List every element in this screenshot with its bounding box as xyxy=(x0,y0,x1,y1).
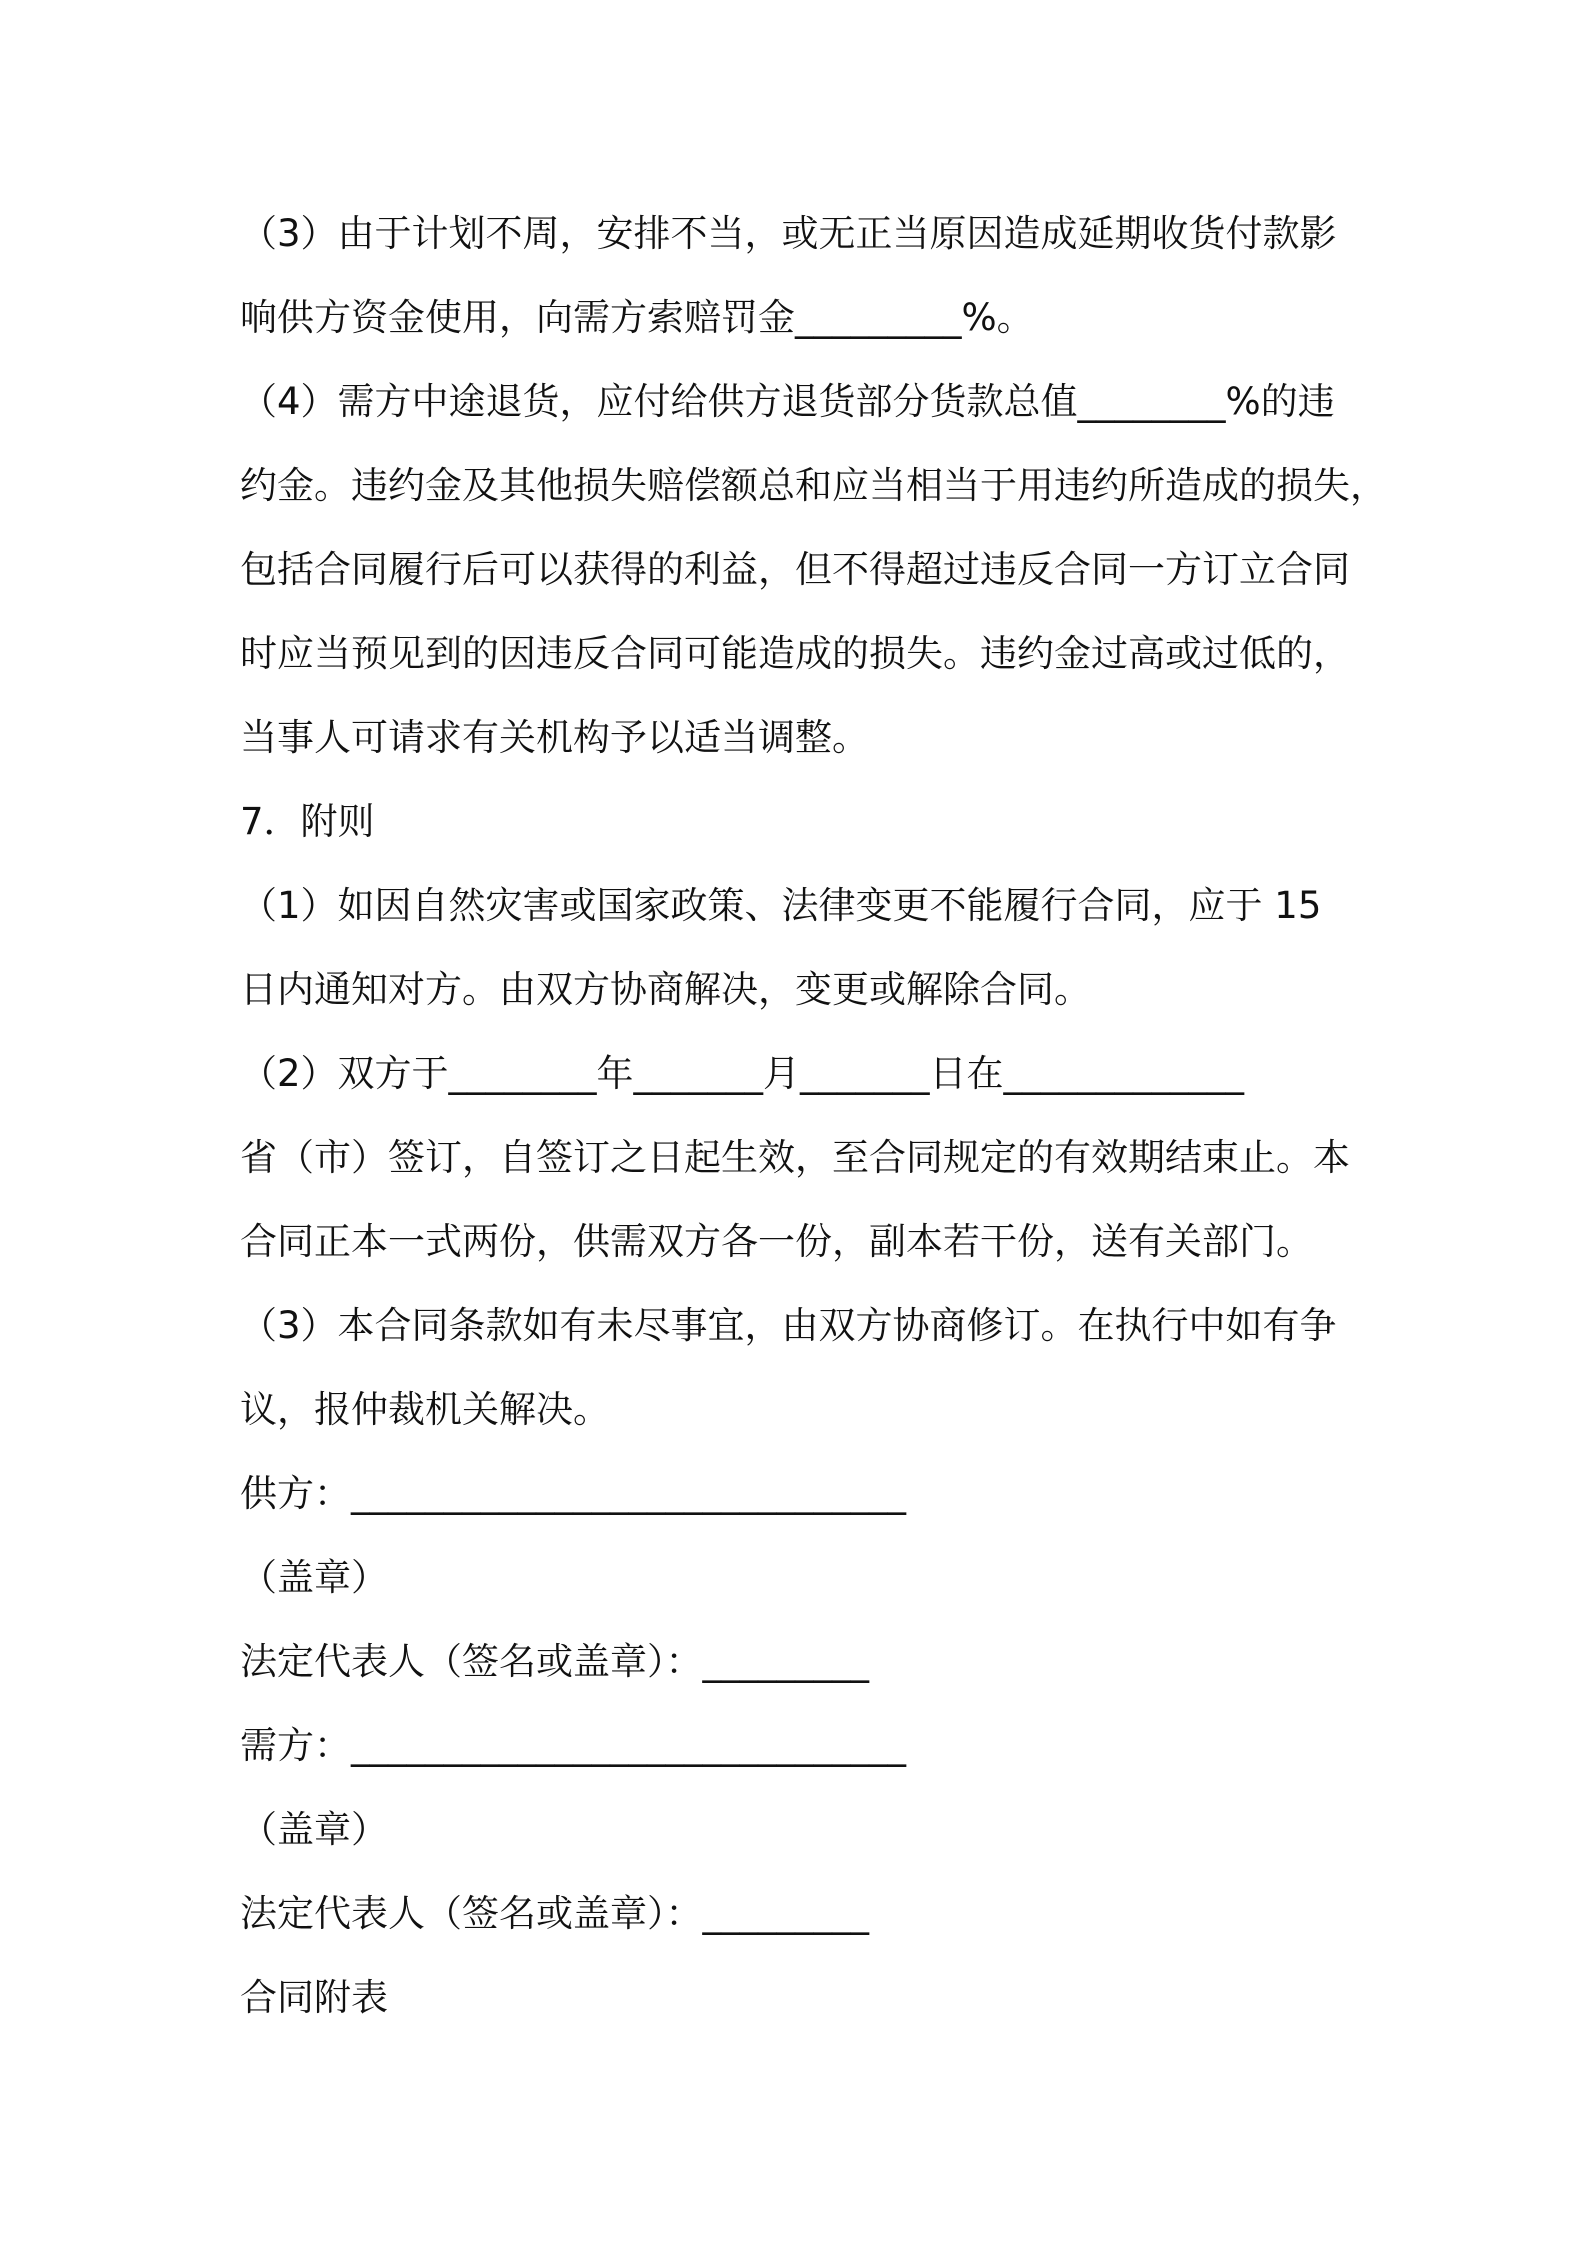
appendix-2-line-2: 省（市）签订，自签订之日起生效，至合同规定的有效期结束止。本 xyxy=(240,1136,1350,1179)
appendix-1-line-2: 日内通知对方。由双方协商解决，变更或解除合同。 xyxy=(240,968,1091,1011)
buyer-signature-line: 需方：______________________________ xyxy=(240,1724,906,1767)
clause-3-penalty-line-2: 响供方资金使用，向需方索赔罚金_________%。 xyxy=(240,296,1034,339)
contract-appendix-title: 合同附表 xyxy=(240,1976,388,2019)
clause-4-return-line-2: 约金。违约金及其他损失赔偿额总和应当相当于用违约所造成的损失， xyxy=(240,464,1387,507)
appendix-3-line-1: （3）本合同条款如有未尽事宜，由双方协商修订。在执行中如有争 xyxy=(240,1304,1337,1347)
appendix-3-line-2: 议，报仲裁机关解决。 xyxy=(240,1388,610,1431)
buyer-representative-line: 法定代表人（签名或盖章）：_________ xyxy=(240,1892,869,1935)
appendix-2-line-3: 合同正本一式两份，供需双方各一份，副本若干份，送有关部门。 xyxy=(240,1220,1313,1263)
supplier-seal-label: （盖章） xyxy=(240,1556,388,1599)
appendix-2-line-1: （2）双方于________年_______月_______日在_____________ xyxy=(240,1052,1245,1095)
buyer-seal-label: （盖章） xyxy=(240,1808,388,1851)
clause-4-return-line-4: 时应当预见到的因违反合同可能造成的损失。违约金过高或过低的， xyxy=(240,632,1350,675)
contract-text xyxy=(240,192,1387,2040)
clause-4-return-line-5: 当事人可请求有关机构予以适当调整。 xyxy=(240,716,869,759)
clause-4-return-line-3: 包括合同履行后可以获得的利益，但不得超过违反合同一方订立合同 xyxy=(240,548,1350,591)
section-7-heading: 7．附则 xyxy=(240,800,375,843)
clause-3-penalty-line-1: （3）由于计划不周，安排不当，或无正当原因造成延期收货付款影 xyxy=(240,212,1337,255)
appendix-1-line-1: （1）如因自然灾害或国家政策、法律变更不能履行合同，应于 15 xyxy=(240,884,1322,927)
clause-4-return-line-1: （4）需方中途退货，应付给供方退货部分货款总值________%的违 xyxy=(240,380,1335,423)
supplier-representative-line: 法定代表人（签名或盖章）：_________ xyxy=(240,1640,869,1683)
supplier-signature-line: 供方：______________________________ xyxy=(240,1472,906,1515)
